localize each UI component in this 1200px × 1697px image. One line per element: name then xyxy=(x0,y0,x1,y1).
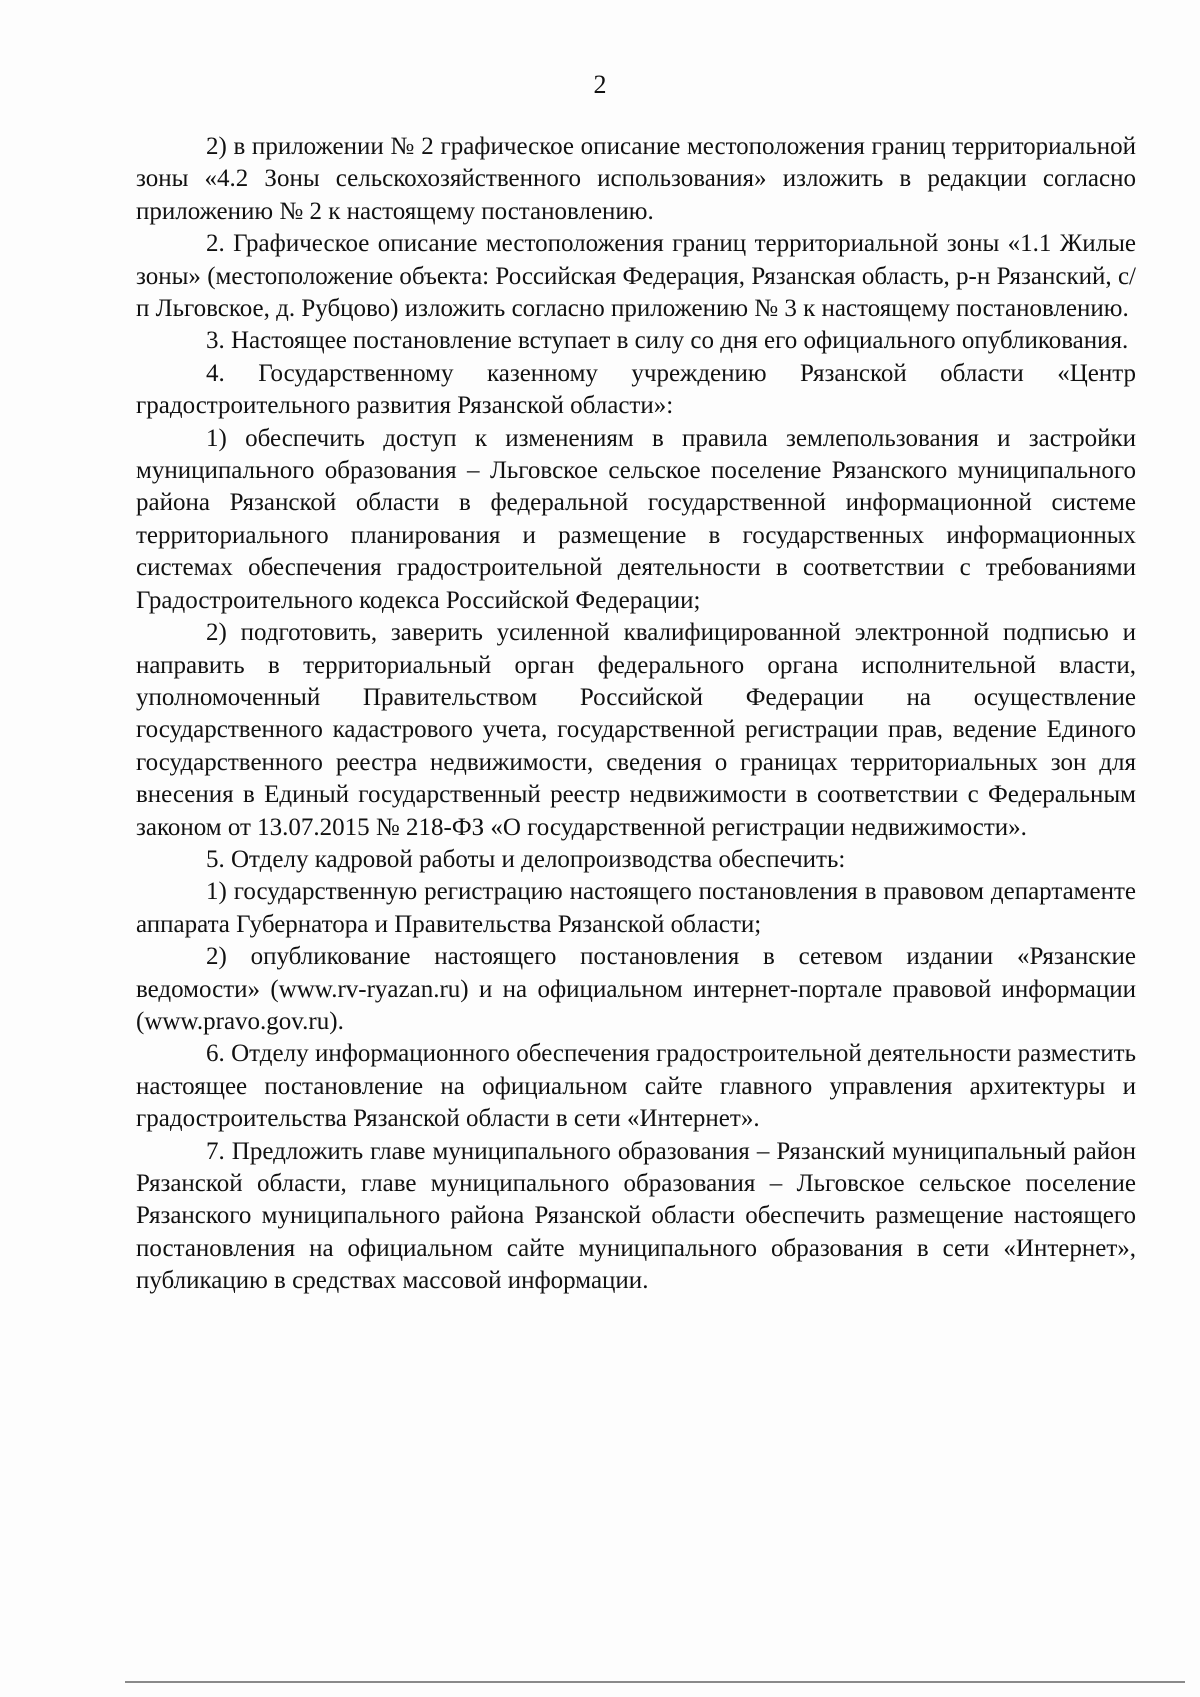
paragraph-item-6: 6. Отделу информационного обеспечения градостроительной деятельности разместить настоящее постановление на официальном сайте главного управления архитектуры и градостроительства Рязанской области в сети «Интернет». xyxy=(136,1040,1136,1133)
paragraph-item-7: 7. Предложить главе муниципального образования – Рязанский муниципальный район Рязанской области, главе муниципального образования – Льговское сельское поселение Рязанского муниципального района Рязанской области обеспечить размещение настоящего постановления на официальном сайте муниципального образования в сети «Интернет», публикацию в средствах массовой информации. xyxy=(136,1137,1136,1295)
paragraph-item-4-1: 1) обеспечить доступ к изменениям в правила землепользования и застройки муниципального образования – Льговское сельское поселение Рязанского муниципального района Рязанской области в федеральной государственной информационной системе территориального планирования и размещение в государственных информационных системах обеспечения градостроительной деятельности в соответствии с требованиями Градостроительного кодекса Российской Федерации; xyxy=(136,424,1136,614)
paragraph-item-4: 4. Государственному казенному учреждению Рязанской области «Центр градостроительного развития Рязанской области»: xyxy=(136,359,1136,420)
paragraph-item-2: 2. Графическое описание местоположения границ территориальной зоны «1.1 Жилые зоны» (местоположение объекта: Российская Федерация, Рязанская область, р-н Рязанский, с/п Льговское, д. Рубцово) изложить согласно приложению № 3 к настоящему постановлению. xyxy=(136,230,1136,323)
paragraph-item-5-1: 1) государственную регистрацию настоящего постановления в правовом департаменте аппарата Губернатора и Правительства Рязанской области; xyxy=(136,878,1136,938)
page-number: 2 xyxy=(593,70,607,99)
document-body xyxy=(136,131,1136,1298)
paragraph-item-4-2: 2) подготовить, заверить усиленной квалифицированной электронной подписью и направить в территориальный орган федерального органа исполнительной власти, уполномоченный Правительством Российской Федерации на осуществление государственного кадастрового учета, государственной регистрации прав, ведение Единого государственного реестра недвижимости, сведения о границах территориальных зон для внесения в Единый государственный реестр недвижимости в соответствии с Федеральным законом от 13.07.2015 № 218-ФЗ «О государственной регистрации недвижимости». xyxy=(136,619,1136,841)
paragraph-item-3: 3. Настоящее постановление вступает в силу со дня его официального опубликования. xyxy=(206,327,1129,355)
paragraph-annex-2: 2) в приложении № 2 графическое описание местоположения границ территориальной зоны «4.2 Зоны сельскохозяйственного использования» изложить в редакции согласно приложению № 2 к настоящему постановлению. xyxy=(136,133,1136,225)
footer-divider xyxy=(125,1681,1185,1683)
paragraph-item-5: 5. Отделу кадровой работы и делопроизводства обеспечить: xyxy=(206,845,846,873)
paragraph-item-5-2: 2) опубликование настоящего постановления в сетевом издании «Рязанские ведомости» (www.rv-ryazan.ru) и на официальном интернет-портале правовой информации (www.pravo.gov.ru). xyxy=(136,943,1136,1035)
